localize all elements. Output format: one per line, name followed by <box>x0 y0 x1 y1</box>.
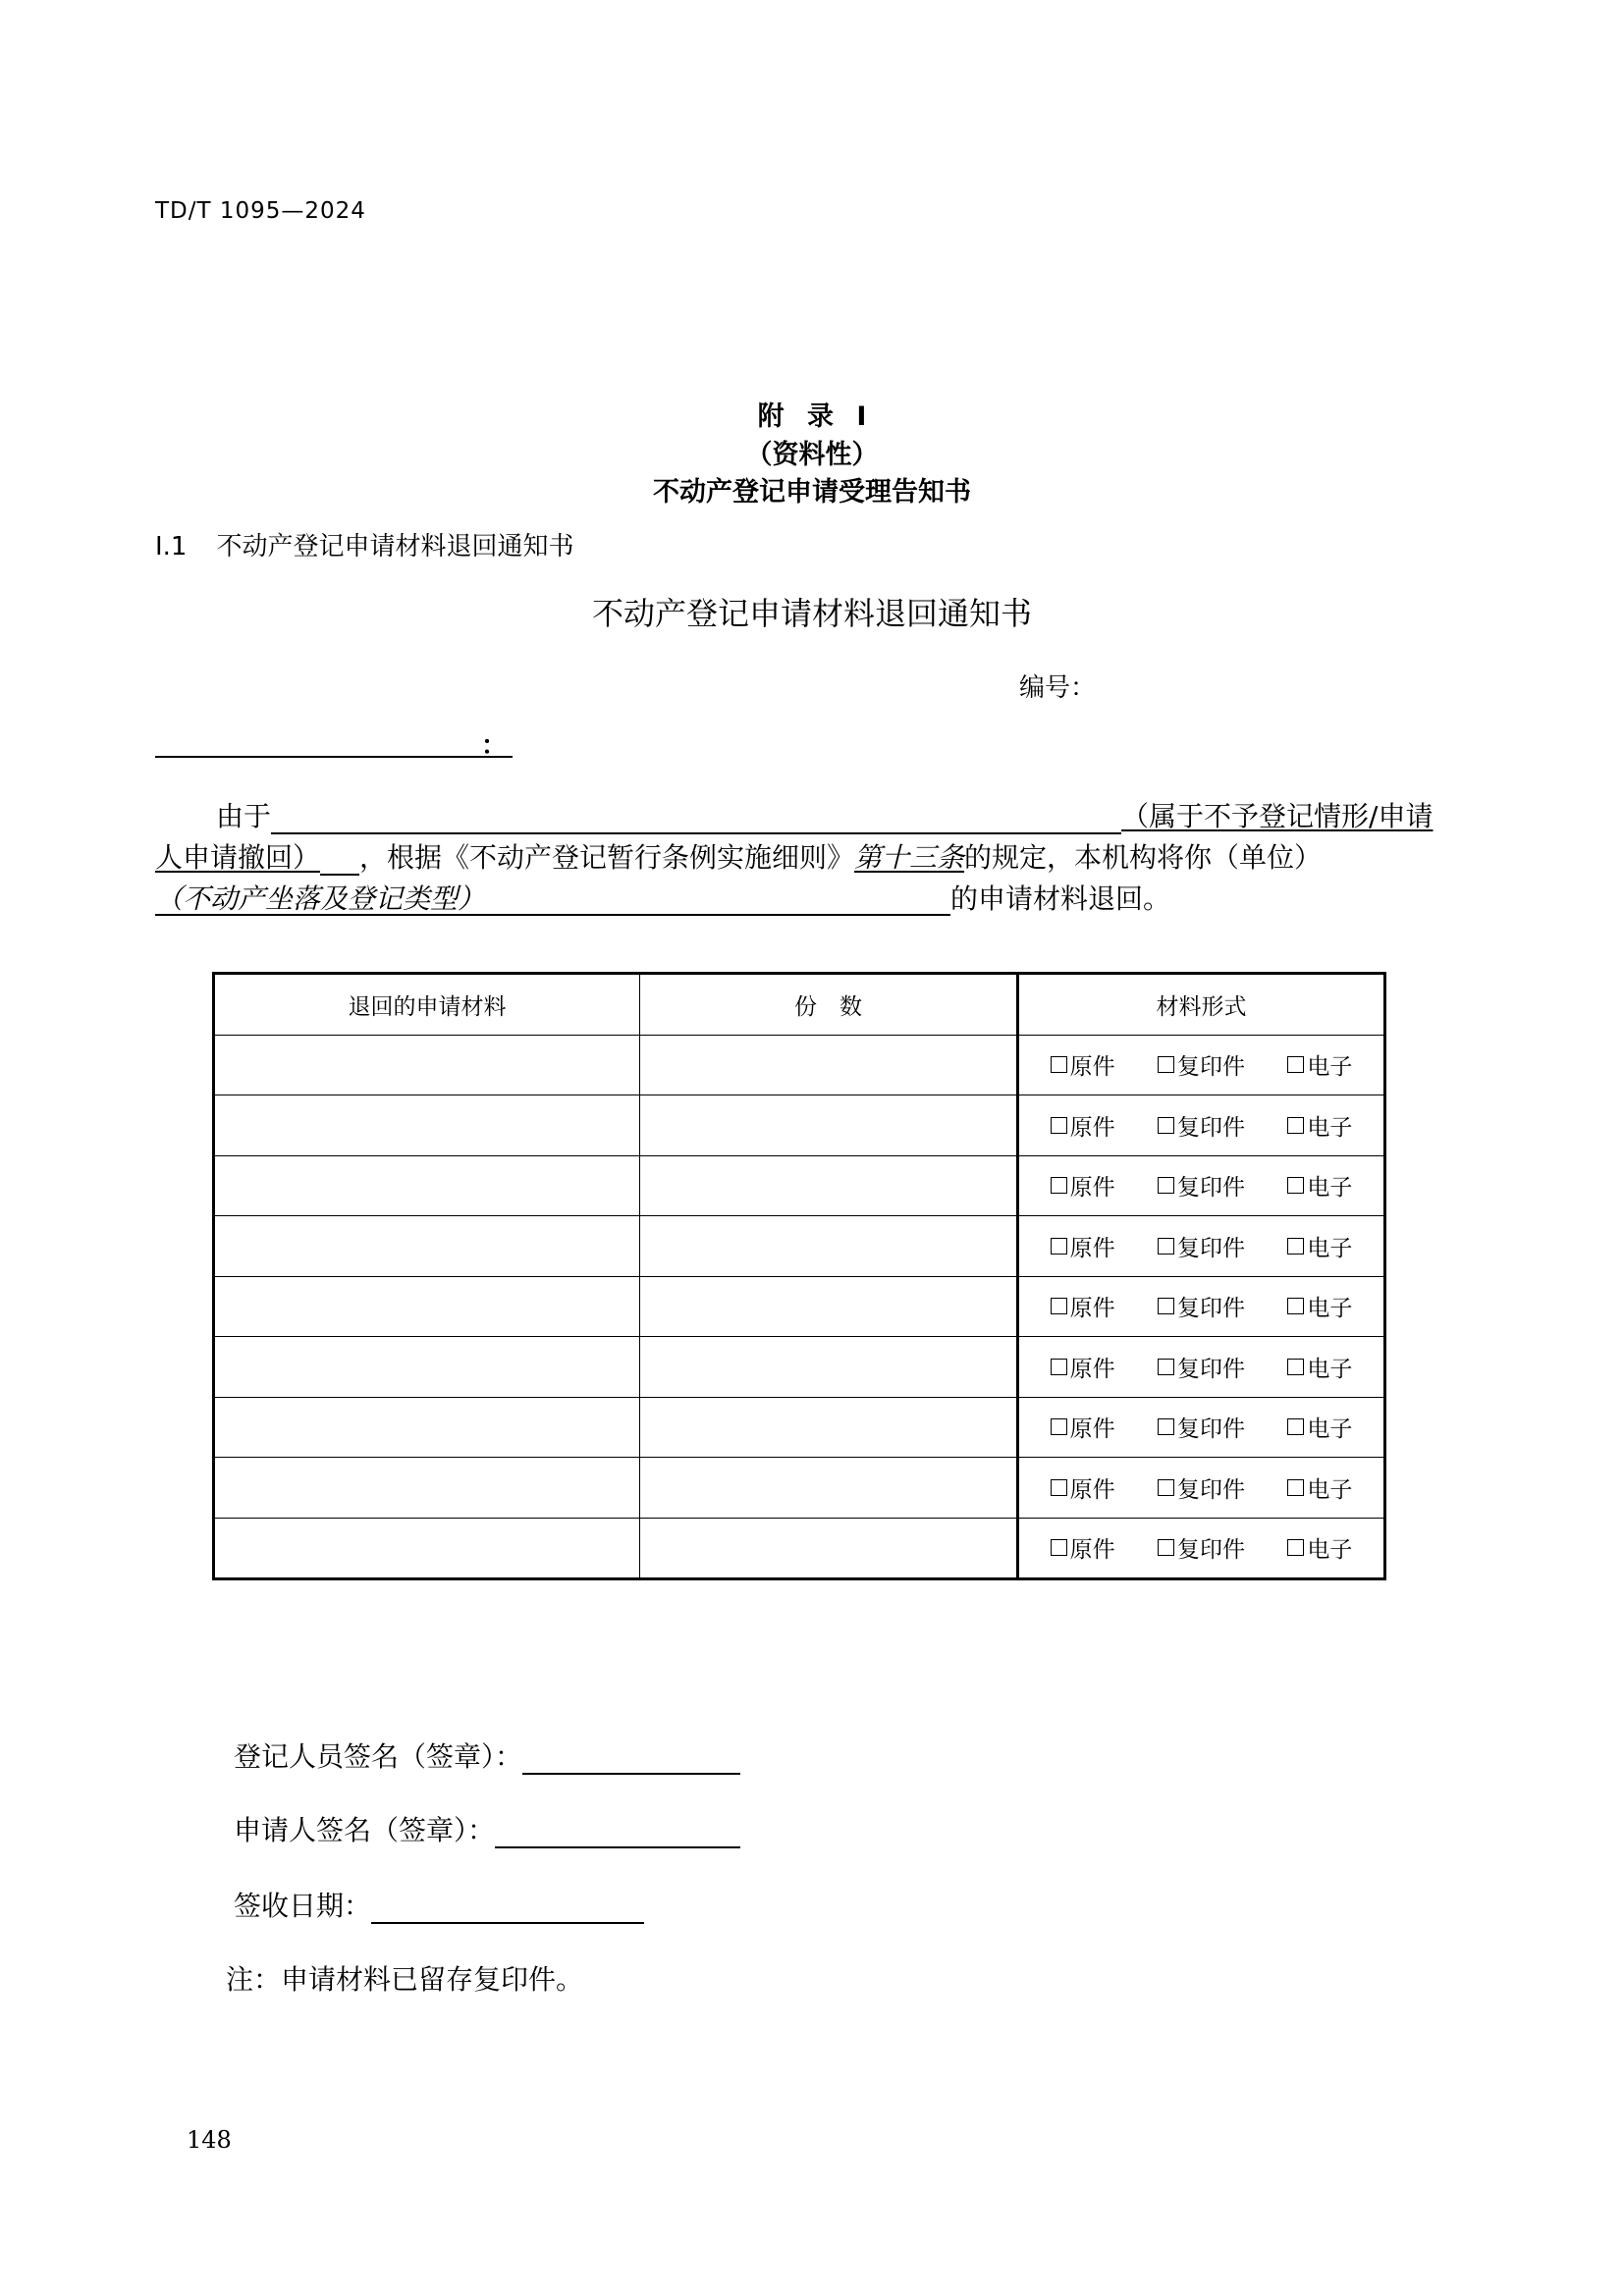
footnote: 注：申请材料已留存复印件。 <box>226 1963 584 1996</box>
registrar-signature-row <box>234 1735 740 1775</box>
form-option-original[interactable] <box>1051 1290 1115 1322</box>
form-option-label: 原件 <box>1069 1416 1115 1443</box>
section-heading <box>155 526 574 562</box>
material-form-options <box>1019 1169 1383 1201</box>
returned-materials-table <box>212 972 1386 1580</box>
form-option-label: 复印件 <box>1176 1175 1245 1201</box>
form-option-label: 原件 <box>1069 1476 1115 1503</box>
appendix-label: 附 录 I <box>757 401 867 432</box>
checkbox-icon[interactable] <box>1051 1177 1067 1194</box>
form-option-label: 原件 <box>1069 1296 1115 1322</box>
form-option-label: 复印件 <box>1176 1356 1245 1382</box>
addressee-field[interactable] <box>155 728 513 761</box>
checkbox-icon[interactable] <box>1158 1479 1174 1496</box>
checkbox-icon[interactable] <box>1051 1418 1067 1435</box>
checkbox-icon[interactable] <box>1158 1238 1174 1255</box>
reason-blank[interactable] <box>271 803 1121 834</box>
form-option-electronic[interactable] <box>1287 1048 1352 1081</box>
form-option-electronic[interactable] <box>1287 1351 1352 1383</box>
standard-code: TD/T 1095—2024 <box>155 198 366 224</box>
material-name-cell[interactable] <box>214 1035 640 1095</box>
checkbox-icon[interactable] <box>1158 1056 1174 1073</box>
checkbox-icon[interactable] <box>1051 1298 1067 1314</box>
appendix-title: 不动产登记申请受理告知书 <box>653 477 971 507</box>
form-option-label: 原件 <box>1069 1114 1115 1141</box>
material-form-options <box>1019 1411 1383 1443</box>
form-option-label: 电子 <box>1307 1054 1353 1081</box>
table-row <box>214 1397 1385 1458</box>
form-option-copy[interactable] <box>1158 1531 1245 1564</box>
form-option-label: 原件 <box>1069 1054 1115 1081</box>
material-form-options <box>1019 1230 1383 1262</box>
registrar-signature-label: 登记人员签名（签章）： <box>234 1740 523 1773</box>
col-header-copies: 份 数 <box>640 974 1018 1036</box>
checkbox-icon[interactable] <box>1158 1298 1174 1314</box>
checkbox-icon[interactable] <box>1287 1418 1304 1435</box>
form-option-original[interactable] <box>1051 1169 1115 1201</box>
form-option-original[interactable] <box>1051 1531 1115 1564</box>
form-option-label: 电子 <box>1307 1296 1353 1322</box>
document-title: 不动产登记申请材料退回通知书 <box>591 595 1032 632</box>
form-option-electronic[interactable] <box>1287 1230 1352 1262</box>
table-row <box>214 1458 1385 1519</box>
material-name-cell[interactable] <box>214 1337 640 1398</box>
form-option-electronic[interactable] <box>1287 1109 1352 1142</box>
article-reference: 第十三条 <box>854 841 965 874</box>
form-option-label: 电子 <box>1307 1537 1353 1564</box>
checkbox-icon[interactable] <box>1158 1177 1174 1194</box>
return-suffix: 的申请材料退回。 <box>950 882 1171 915</box>
checkbox-icon[interactable] <box>1287 1359 1304 1375</box>
serial-number-label: 编号： <box>1019 673 1097 703</box>
checkbox-icon[interactable] <box>1287 1238 1304 1255</box>
copies-cell[interactable] <box>640 1337 1018 1398</box>
material-form-cell <box>1018 1035 1385 1095</box>
form-option-electronic[interactable] <box>1287 1531 1352 1564</box>
appendix-nature: （资料性） <box>745 440 879 470</box>
form-option-copy[interactable] <box>1158 1411 1245 1443</box>
form-option-label: 电子 <box>1307 1476 1353 1503</box>
material-name-cell[interactable] <box>214 1458 640 1519</box>
form-option-electronic[interactable] <box>1287 1411 1352 1443</box>
form-option-original[interactable] <box>1051 1048 1115 1081</box>
reason-hint-b: 人申请撤回） <box>155 841 321 874</box>
form-option-label: 复印件 <box>1176 1416 1245 1443</box>
checkbox-icon[interactable] <box>1287 1479 1304 1496</box>
form-option-label: 电子 <box>1307 1235 1353 1261</box>
reason-hint-a: （属于不予登记情形/申请 <box>1121 800 1434 832</box>
form-option-electronic[interactable] <box>1287 1471 1352 1504</box>
form-option-electronic[interactable] <box>1287 1290 1352 1322</box>
material-form-cell <box>1018 1458 1385 1519</box>
form-option-label: 电子 <box>1307 1356 1353 1382</box>
material-form-cell <box>1018 1095 1385 1156</box>
addressee-colon: ： <box>480 731 507 761</box>
material-form-cell <box>1018 1518 1385 1579</box>
copies-cell[interactable] <box>640 1216 1018 1277</box>
checkbox-icon[interactable] <box>1051 1359 1067 1375</box>
material-form-options <box>1019 1109 1383 1142</box>
form-option-copy[interactable] <box>1158 1109 1245 1142</box>
reason-prefix: 由于 <box>216 800 272 832</box>
checkbox-icon[interactable] <box>1158 1117 1174 1134</box>
form-option-label: 复印件 <box>1176 1054 1245 1081</box>
form-option-label: 复印件 <box>1176 1235 1245 1261</box>
form-option-label: 复印件 <box>1176 1476 1245 1503</box>
form-option-label: 电子 <box>1307 1114 1353 1141</box>
table-row <box>214 1095 1385 1156</box>
checkbox-icon[interactable] <box>1287 1298 1304 1314</box>
table-row <box>214 1276 1385 1337</box>
copies-cell[interactable] <box>640 1276 1018 1337</box>
table-row <box>214 1518 1385 1579</box>
copies-cell[interactable] <box>640 1518 1018 1579</box>
copies-cell[interactable] <box>640 1155 1018 1216</box>
copies-cell[interactable] <box>640 1397 1018 1458</box>
material-form-options <box>1019 1471 1383 1504</box>
form-option-copy[interactable] <box>1158 1471 1245 1504</box>
copies-cell[interactable] <box>640 1095 1018 1156</box>
checkbox-icon[interactable] <box>1051 1539 1067 1556</box>
form-option-label: 复印件 <box>1176 1114 1245 1141</box>
material-form-cell <box>1018 1155 1385 1216</box>
form-option-label: 电子 <box>1307 1175 1353 1201</box>
col-header-materials: 退回的申请材料 <box>214 974 640 1036</box>
receipt-date-field[interactable] <box>371 1893 644 1924</box>
form-option-label: 原件 <box>1069 1175 1115 1201</box>
form-option-label: 复印件 <box>1176 1537 1245 1564</box>
form-option-label: 复印件 <box>1176 1296 1245 1322</box>
material-form-options <box>1019 1351 1383 1383</box>
form-option-electronic[interactable] <box>1287 1169 1352 1201</box>
applicant-signature-label: 申请人签名（签章）： <box>234 1814 496 1846</box>
notice-line-1 <box>155 795 1443 834</box>
form-option-original[interactable] <box>1051 1109 1115 1142</box>
registrar-signature-field[interactable] <box>522 1743 740 1775</box>
material-form-options <box>1019 1531 1383 1564</box>
property-location-blank[interactable] <box>155 884 950 916</box>
form-option-label: 原件 <box>1069 1356 1115 1382</box>
checkbox-icon[interactable] <box>1158 1418 1174 1435</box>
material-name-cell[interactable] <box>214 1397 640 1458</box>
legal-basis-text: ，根据《不动产登记暂行条例实施细则》 <box>359 841 855 874</box>
material-form-options <box>1019 1048 1383 1081</box>
copies-cell[interactable] <box>640 1458 1018 1519</box>
checkbox-icon[interactable] <box>1158 1359 1174 1375</box>
form-option-copy[interactable] <box>1158 1290 1245 1322</box>
material-name-cell[interactable] <box>214 1216 640 1277</box>
material-name-cell[interactable] <box>214 1276 640 1337</box>
table-row <box>214 1155 1385 1216</box>
material-form-options <box>1019 1290 1383 1322</box>
reason-tail-blank[interactable] <box>320 844 359 876</box>
checkbox-icon[interactable] <box>1287 1177 1304 1194</box>
form-option-copy[interactable] <box>1158 1351 1245 1383</box>
form-option-label: 原件 <box>1069 1537 1115 1564</box>
checkbox-icon[interactable] <box>1051 1479 1067 1496</box>
material-form-cell <box>1018 1276 1385 1337</box>
table-header-row <box>214 974 1385 1036</box>
table-row <box>214 1216 1385 1277</box>
form-option-copy[interactable] <box>1158 1230 1245 1262</box>
form-option-copy[interactable] <box>1158 1048 1245 1081</box>
copies-cell[interactable] <box>640 1035 1018 1095</box>
material-name-cell[interactable] <box>214 1155 640 1216</box>
material-name-cell[interactable] <box>214 1095 640 1156</box>
checkbox-icon[interactable] <box>1051 1056 1067 1073</box>
checkbox-icon[interactable] <box>1051 1117 1067 1134</box>
section-number: I.1 <box>155 532 188 561</box>
receipt-date-label: 签收日期： <box>234 1890 372 1922</box>
checkbox-icon[interactable] <box>1287 1539 1304 1556</box>
table-row <box>214 1337 1385 1398</box>
table-row <box>214 1035 1385 1095</box>
checkbox-icon[interactable] <box>1287 1117 1304 1134</box>
material-form-cell <box>1018 1216 1385 1277</box>
checkbox-icon[interactable] <box>1287 1056 1304 1073</box>
form-option-original[interactable] <box>1051 1411 1115 1443</box>
form-option-original[interactable] <box>1051 1230 1115 1262</box>
form-option-original[interactable] <box>1051 1471 1115 1504</box>
material-form-cell <box>1018 1397 1385 1458</box>
applicant-signature-field[interactable] <box>495 1817 740 1848</box>
material-form-cell <box>1018 1337 1385 1398</box>
receipt-date-row <box>234 1885 644 1924</box>
col-header-form: 材料形式 <box>1018 974 1385 1036</box>
section-title: 不动产登记申请材料退回通知书 <box>216 532 574 561</box>
property-location-hint: （不动产坐落及登记类型） <box>155 882 486 915</box>
checkbox-icon[interactable] <box>1051 1238 1067 1255</box>
applicant-signature-row <box>234 1809 740 1848</box>
notice-line-2 <box>155 836 1443 876</box>
notice-line-3 <box>155 878 1443 917</box>
legal-basis-text-2: 的规定，本机构将你（单位） <box>964 841 1323 874</box>
page-number: 148 <box>187 2126 232 2154</box>
form-option-copy[interactable] <box>1158 1169 1245 1201</box>
form-option-label: 原件 <box>1069 1235 1115 1261</box>
table-body <box>214 1035 1385 1579</box>
checkbox-icon[interactable] <box>1158 1539 1174 1556</box>
form-option-original[interactable] <box>1051 1351 1115 1383</box>
form-option-label: 电子 <box>1307 1416 1353 1443</box>
material-name-cell[interactable] <box>214 1518 640 1579</box>
